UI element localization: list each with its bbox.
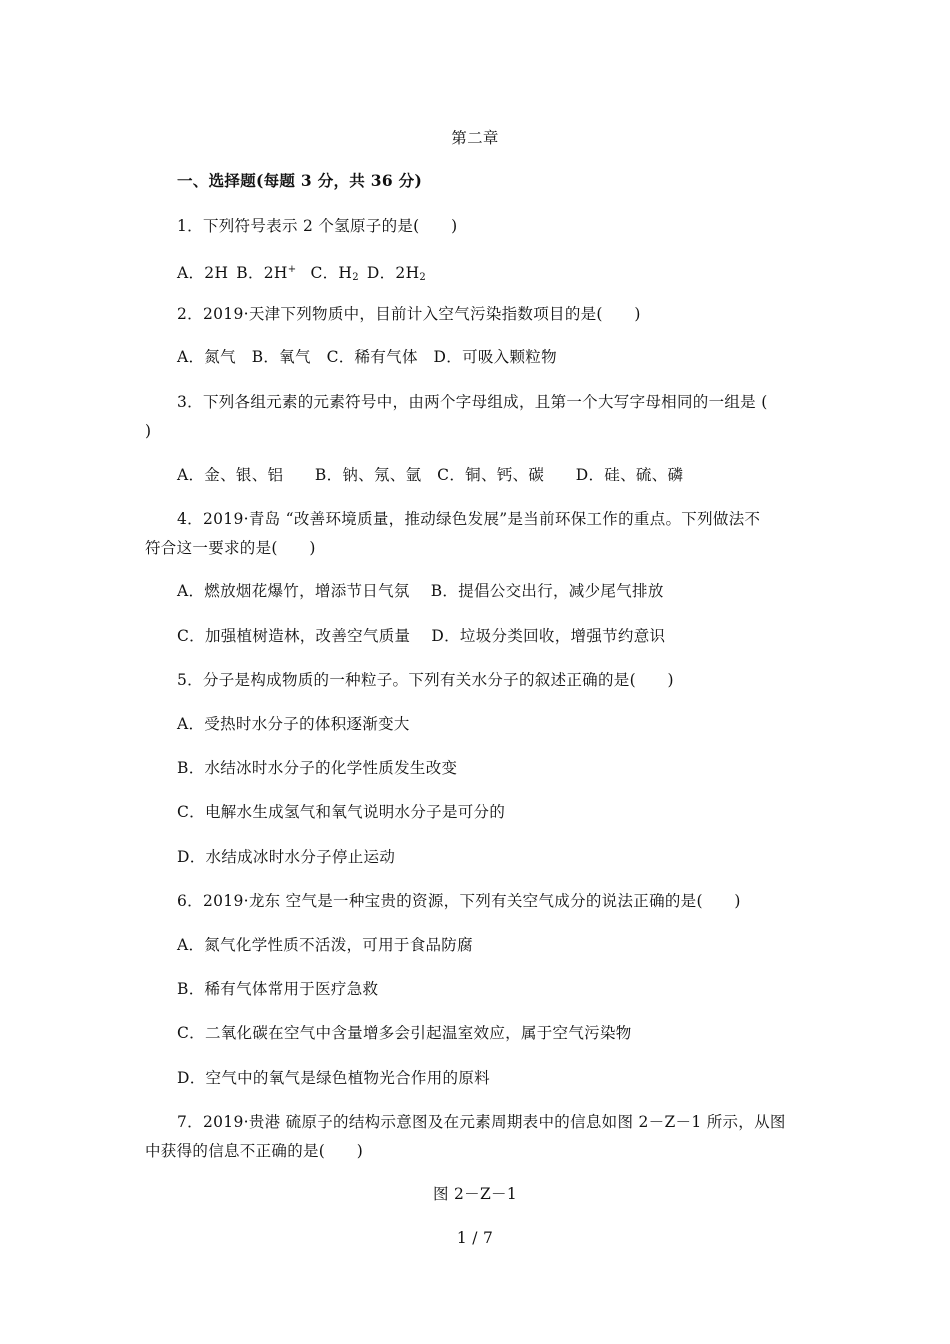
question-2-stem: 2．2019·天津下列物质中，目前计入空气污染指数项目的是( ) [177, 305, 641, 323]
option-a: A．2H [177, 264, 229, 282]
section-heading: 一、选择题(每题 3 分，共 36 分) [177, 171, 423, 190]
figure-caption: 图 2－Z－1 [432, 1185, 518, 1203]
question-6-option-b: B．稀有气体常用于医疗急救 [177, 980, 379, 998]
question-6-option-a: A．氮气化学性质不活泼，可用于食品防腐 [177, 936, 473, 954]
question-7-stem-line2: 中获得的信息不正确的是( ) [145, 1142, 364, 1160]
question-6-option-d: D．空气中的氧气是绿色植物光合作用的原料 [177, 1069, 490, 1087]
question-5-stem: 5．分子是构成物质的一种粒子。下列有关水分子的叙述正确的是( ) [177, 671, 674, 689]
question-5-option-b: B．水结冰时水分子的化学性质发生改变 [177, 759, 458, 777]
question-1-options [177, 260, 426, 288]
chapter-title: 第二章 [451, 129, 499, 147]
option-d: D．$2H_2$ [366, 264, 427, 283]
option-c: C．$H_2$ [310, 264, 359, 283]
question-5-option-a: A．受热时水分子的体积逐渐变大 [177, 715, 410, 733]
question-6-stem: 6．2019·龙东 空气是一种宝贵的资源，下列有关空气成分的说法正确的是( ) [177, 892, 741, 910]
page-number: 1 / 7 [456, 1229, 494, 1247]
question-4-options-line2: C．加强植树造林，改善空气质量 D．垃圾分类回收，增强节约意识 [177, 627, 666, 645]
question-4-stem-line1: 4．2019·青岛 “改善环境质量，推动绿色发展”是当前环保工作的重点。下列做法不 [177, 510, 761, 528]
question-1-stem: 1．下列符号表示 2 个氢原子的是( ) [177, 217, 458, 235]
option-b: B．2H+ [236, 264, 297, 282]
question-5-option-d: D．水结成冰时水分子停止运动 [177, 848, 396, 866]
question-7-stem-line1: 7．2019·贵港 硫原子的结构示意图及在元素周期表中的信息如图 2－Z－1 所示，从图 [177, 1113, 786, 1131]
question-6-option-c: C．二氧化碳在空气中含量增多会引起温室效应，属于空气污染物 [177, 1024, 632, 1042]
question-5-option-c: C．电解水生成氢气和氧气说明水分子是可分的 [177, 803, 506, 821]
question-3-options: A．金、银、铝 B．钠、氖、氩 C．铜、钙、碳 D．硅、硫、磷 [177, 466, 684, 484]
question-3-stem-line2: ) [145, 422, 152, 440]
question-2-options: A．氮气 B．氧气 C．稀有气体 D．可吸入颗粒物 [177, 348, 557, 366]
question-4-stem-line2: 符合这一要求的是( ) [145, 539, 316, 557]
question-4-options-line1: A．燃放烟花爆竹，增添节日气氛 B．提倡公交出行，减少尾气排放 [177, 582, 664, 600]
question-3-stem-line1: 3．下列各组元素的元素符号中，由两个字母组成，且第一个大写字母相同的一组是 ( [177, 393, 768, 411]
